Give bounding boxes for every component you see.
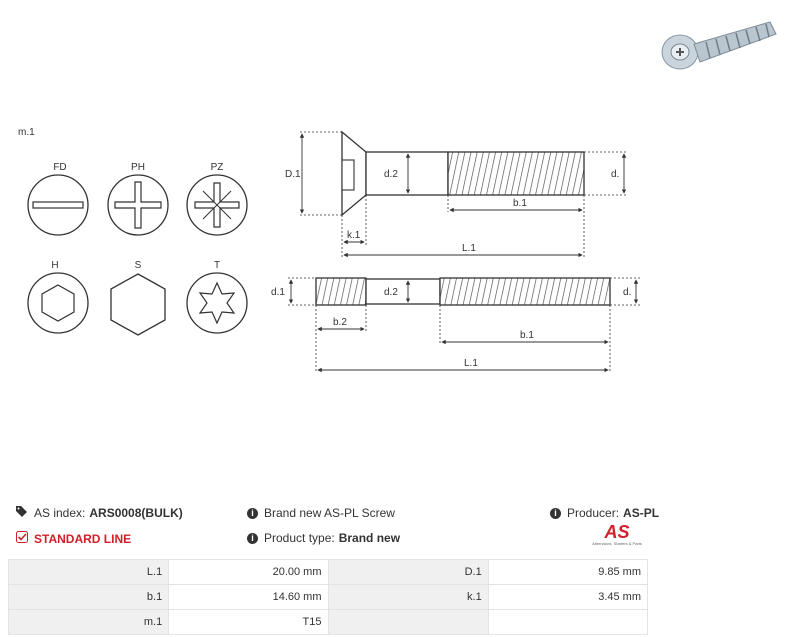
svg-text:T: T xyxy=(213,260,221,271)
material-label: m.1 xyxy=(18,127,35,138)
spec-value: 14.60 mm xyxy=(169,585,328,610)
product-type-label: Product type: xyxy=(264,531,335,545)
standard-line-label: STANDARD LINE xyxy=(34,531,132,546)
svg-text:d.1: d.1 xyxy=(271,287,285,298)
standard-line-row xyxy=(16,531,131,546)
svg-text:L.1: L.1 xyxy=(462,243,476,254)
table-row xyxy=(9,610,648,635)
spec-value: T15 xyxy=(169,610,328,635)
specs-table xyxy=(8,559,648,635)
spec-key xyxy=(328,610,488,635)
svg-text:b.1: b.1 xyxy=(513,198,527,209)
producer-row xyxy=(550,506,659,520)
svg-text:FD: FD xyxy=(53,162,67,173)
spec-value: 20.00 mm xyxy=(169,560,328,585)
checkbox-checked-icon xyxy=(16,531,28,546)
svg-text:D.1: D.1 xyxy=(285,169,301,180)
as-index-label: AS index: xyxy=(34,506,86,520)
description-row xyxy=(247,506,395,520)
drive-fd-icon xyxy=(28,162,88,235)
svg-text:d.: d. xyxy=(611,169,620,180)
spec-value: 9.85 mm xyxy=(488,560,647,585)
product-type-row xyxy=(247,531,400,545)
drive-h-icon xyxy=(28,260,88,333)
countersunk-screw-diagram xyxy=(285,132,628,258)
svg-text:PH: PH xyxy=(131,162,145,173)
spec-key: D.1 xyxy=(328,560,488,585)
svg-text:PZ: PZ xyxy=(210,162,224,173)
svg-text:L.1: L.1 xyxy=(464,358,478,369)
drive-ph-icon xyxy=(108,162,168,235)
table-row xyxy=(9,560,648,585)
svg-text:k.1: k.1 xyxy=(347,230,361,241)
table-row xyxy=(9,585,648,610)
tag-icon xyxy=(16,506,28,520)
spec-value: 3.45 mm xyxy=(488,585,647,610)
svg-text:b.1: b.1 xyxy=(520,330,534,341)
drive-t-icon xyxy=(187,260,247,333)
drive-s-icon xyxy=(111,260,165,335)
spec-key: k.1 xyxy=(328,585,488,610)
product-type-value: Brand new xyxy=(338,531,401,545)
producer-label: Producer: xyxy=(567,506,620,520)
producer-value: AS-PL xyxy=(623,506,660,520)
description-text: Brand new AS-PL Screw xyxy=(264,506,395,520)
spec-key: b.1 xyxy=(9,585,169,610)
svg-text:S: S xyxy=(134,260,142,271)
svg-text:H: H xyxy=(51,260,59,271)
info-icon: i xyxy=(550,508,561,519)
as-pl-logo: AS Alternators, Starters & Parts xyxy=(592,522,642,546)
svg-text:b.2: b.2 xyxy=(333,317,347,328)
drive-pz-icon xyxy=(187,162,247,235)
svg-text:d.: d. xyxy=(623,287,632,298)
as-index-row xyxy=(16,506,183,520)
stud-screw-diagram xyxy=(271,278,640,373)
spec-key: m.1 xyxy=(9,610,169,635)
spec-key: L.1 xyxy=(9,560,169,585)
svg-text:d.2: d.2 xyxy=(384,287,398,298)
product-photo xyxy=(662,22,776,69)
spec-value xyxy=(488,610,647,635)
info-icon: i xyxy=(247,533,258,544)
svg-text:d.2: d.2 xyxy=(384,169,398,180)
as-index-value: ARS0008(BULK) xyxy=(89,506,183,520)
info-icon: i xyxy=(247,508,258,519)
